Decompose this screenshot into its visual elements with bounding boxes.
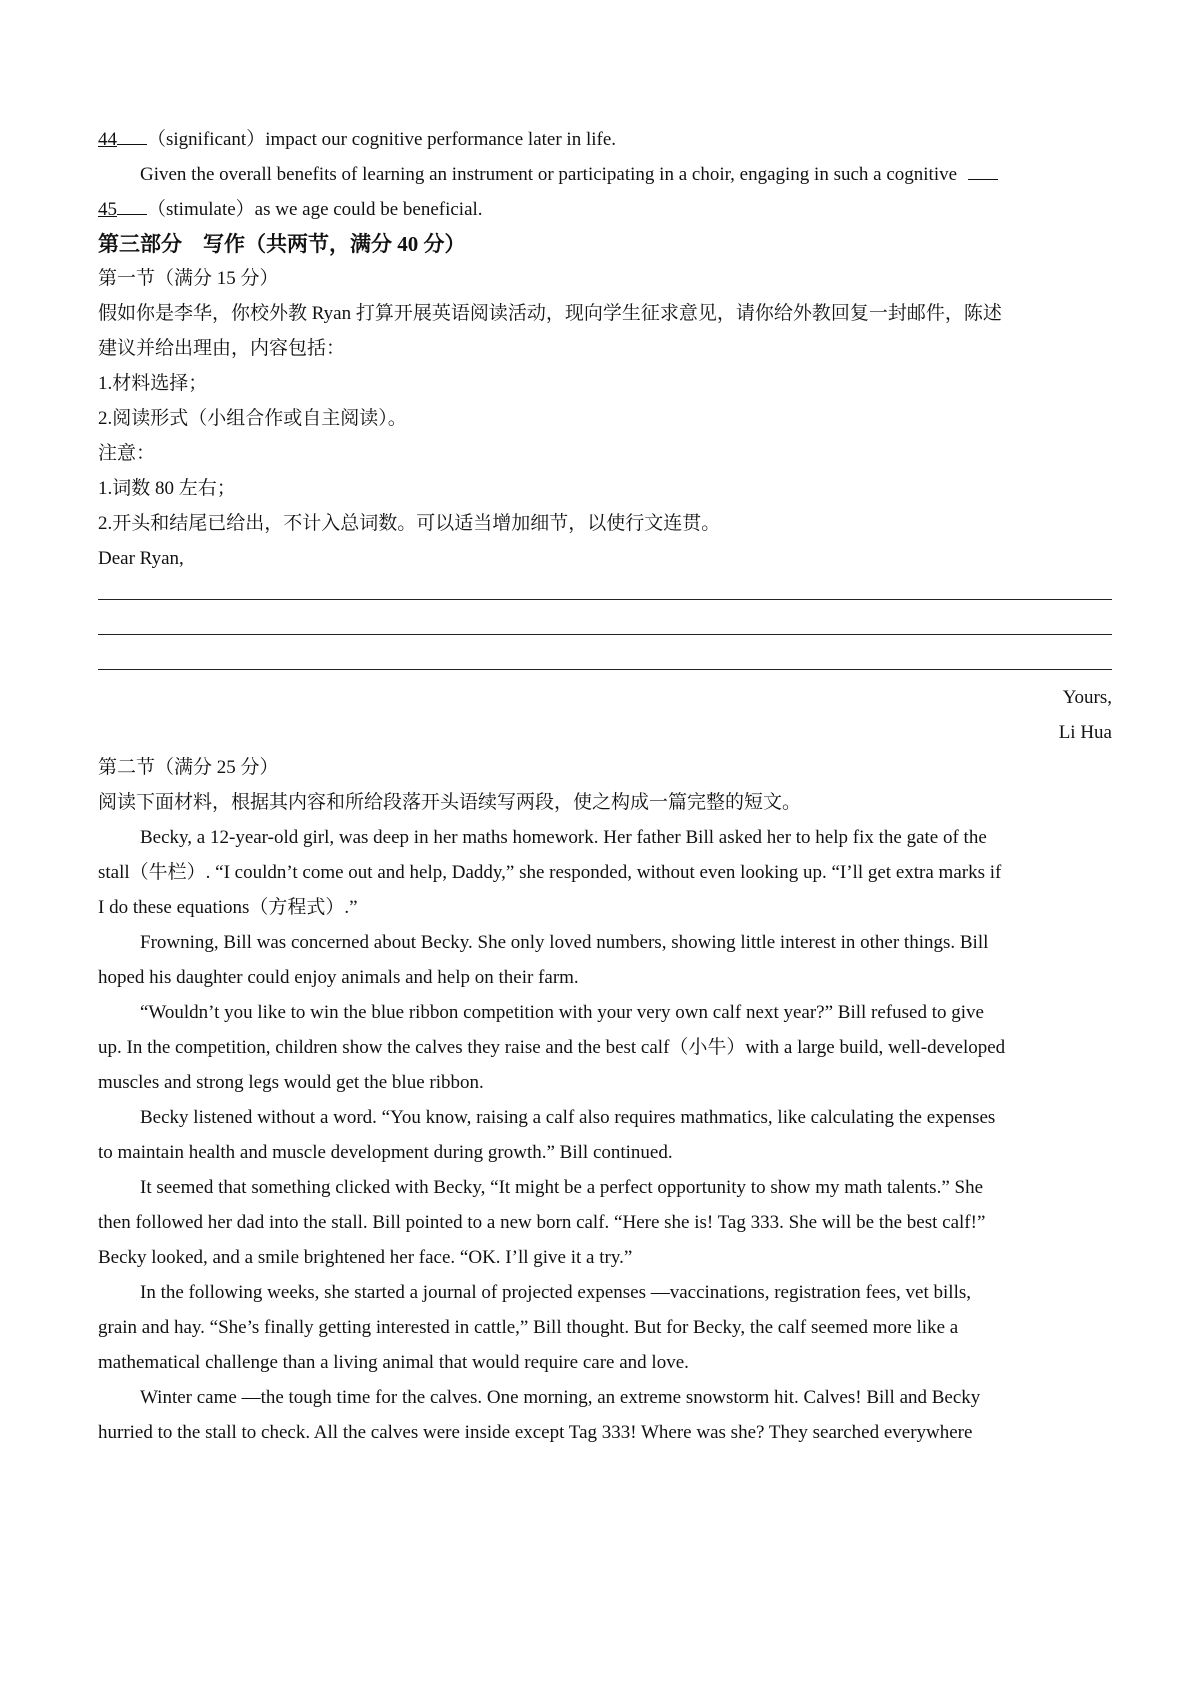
q45-blank[interactable] — [117, 213, 147, 215]
q45-line-1 — [140, 163, 1112, 187]
content-item-1: 1.材料选择； — [98, 373, 208, 394]
story-line: Becky, a 12-year-old girl, was deep in her maths homework. Her father Bill asked her to help fix the gate of the — [140, 827, 987, 848]
letter-signature: Li Hua — [1058, 722, 1112, 743]
q44-line — [98, 128, 1112, 152]
story-line: then followed her dad into the stall. Bill pointed to a new born calf. “Here she is! Tag 333. She will be the best calf!” — [98, 1212, 986, 1233]
section2-title: 第二节（满分 25 分） — [98, 757, 279, 778]
story-line: up. In the competition, children show the calves they raise and the best calf（小牛）with a large build, well-developed — [98, 1037, 1006, 1058]
story-line: In the following weeks, she started a journal of projected expenses —vaccinations, registration fees, vet bills, — [140, 1282, 971, 1303]
section2-instruction: 阅读下面材料，根据其内容和所给段落开头语续写两段，使之构成一篇完整的短文。 — [98, 792, 802, 813]
note-item-2: 2.开头和结尾已给出，不计入总词数。可以适当增加细节，以使行文连贯。 — [98, 513, 721, 534]
story-line: Becky looked, and a smile brightened her face. “OK. I’ll give it a try.” — [98, 1247, 633, 1268]
letter-salutation: Dear Ryan, — [98, 548, 184, 569]
content-item-2: 2.阅读形式（小组合作或自主阅读）。 — [98, 408, 407, 429]
q45-blank-lead[interactable] — [968, 178, 998, 180]
letter-closing: Yours, — [1062, 687, 1112, 708]
writing-line-3[interactable] — [98, 669, 1112, 670]
story-line: muscles and strong legs would get the blue ribbon. — [98, 1072, 484, 1093]
story-line: “Wouldn’t you like to win the blue ribbon competition with your very own calf next year?” Bill refused to give — [140, 1002, 984, 1023]
q45-text: （stimulate）as we age could be beneficial. — [147, 199, 483, 220]
writing-line-1[interactable] — [98, 599, 1112, 600]
section1-prompt-line1: 假如你是李华，你校外教 Ryan 打算开展英语阅读活动，现向学生征求意见，请你给外教回复一封邮件，陈述 — [98, 303, 1002, 324]
section1-prompt-line2: 建议并给出理由，内容包括： — [98, 338, 346, 359]
given-paragraph-text: Given the overall benefits of learning an instrument or participating in a choir, engaging in such a cognitive — [140, 164, 958, 185]
writing-line-2[interactable] — [98, 634, 1112, 635]
part3-heading: 第三部分 写作（共两节，满分 40 分） — [98, 232, 466, 256]
story-line: I do these equations（方程式）.” — [98, 897, 358, 918]
q44-text: （significant）impact our cognitive performance later in life. — [147, 129, 617, 150]
section1-title: 第一节（满分 15 分） — [98, 268, 279, 289]
story-line: Frowning, Bill was concerned about Becky. She only loved numbers, showing little interest in other things. Bill — [140, 932, 989, 953]
story-line: hoped his daughter could enjoy animals and help on their farm. — [98, 967, 579, 988]
story-line: hurried to the stall to check. All the calves were inside except Tag 333! Where was she? They searched everywhere — [98, 1422, 973, 1443]
q45-line-2 — [98, 198, 1112, 222]
note-label: 注意： — [98, 443, 156, 464]
story-line: stall（牛栏）. “I couldn’t come out and help, Daddy,” she responded, without even looking up. “I’ll get extra marks if — [98, 862, 1002, 883]
note-item-1: 1.词数 80 左右； — [98, 478, 236, 499]
story-line: grain and hay. “She’s finally getting interested in cattle,” Bill thought. But for Becky, the calf seemed more like a — [98, 1317, 959, 1338]
story-line: Winter came —the tough time for the calves. One morning, an extreme snowstorm hit. Calves! Bill and Becky — [140, 1387, 981, 1408]
story-line: to maintain health and muscle development during growth.” Bill continued. — [98, 1142, 673, 1163]
q45-number: 45 — [98, 199, 117, 220]
story-line: mathematical challenge than a living animal that would require care and love. — [98, 1352, 689, 1373]
q44-blank[interactable] — [117, 143, 147, 145]
story-line: Becky listened without a word. “You know, raising a calf also requires mathmatics, like calculating the expenses — [140, 1107, 996, 1128]
story-line: It seemed that something clicked with Becky, “It might be a perfect opportunity to show my math talents.” She — [140, 1177, 984, 1198]
q44-number: 44 — [98, 129, 117, 150]
